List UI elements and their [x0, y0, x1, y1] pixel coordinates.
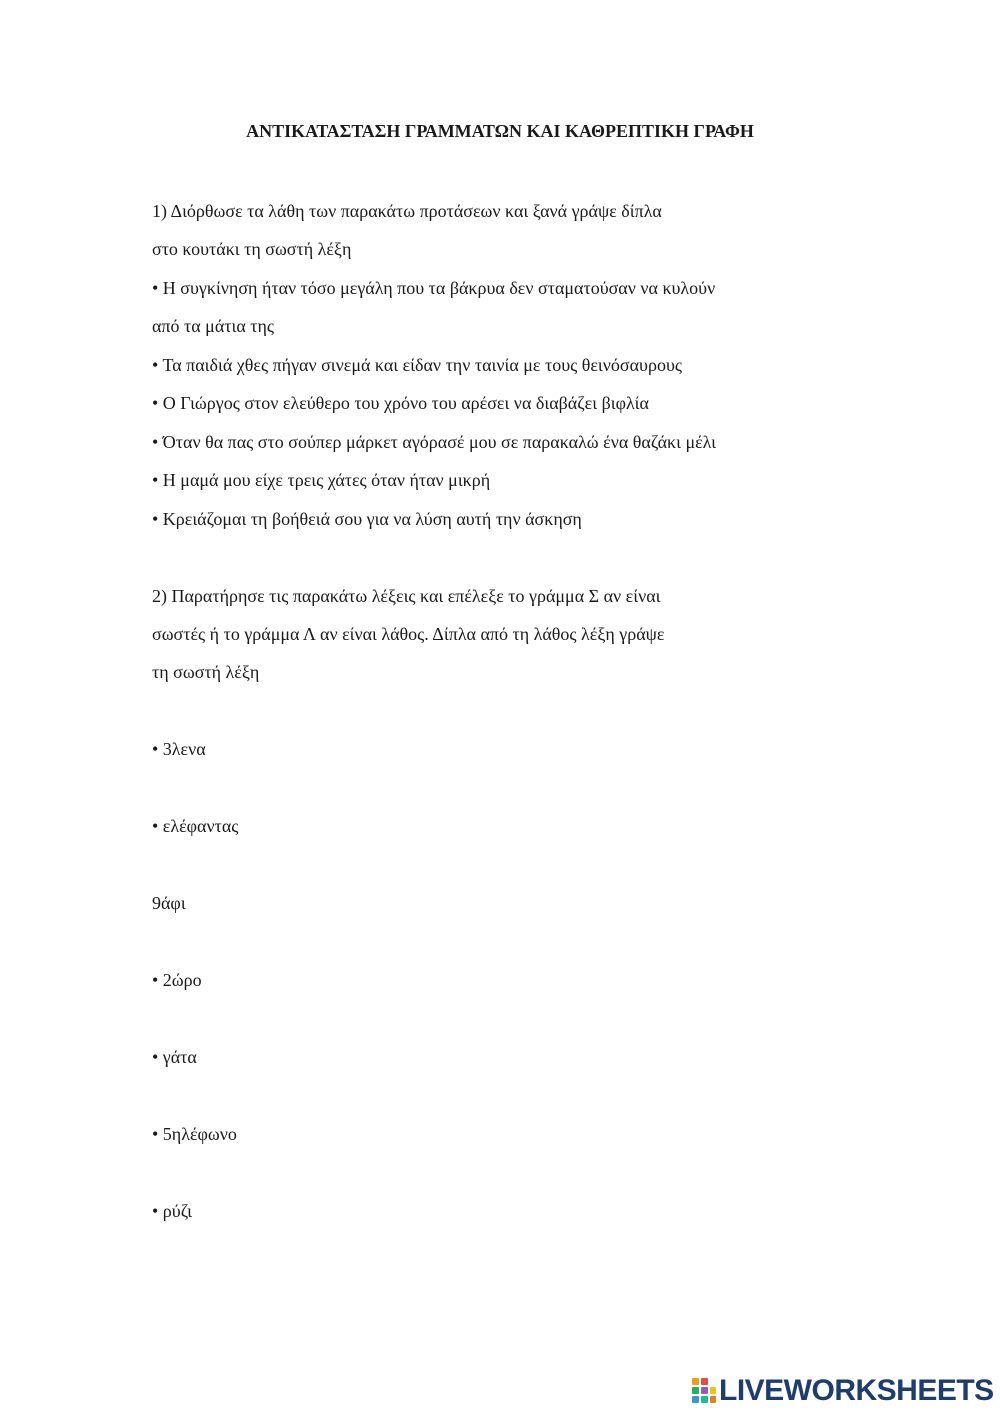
exercise1-item: • Τα παιδιά χθες πήγαν σινεμά και είδαν την ταινία με τους θεινόσαυρους [152, 355, 682, 375]
exercise2-instruction-line2: σωστές ή το γράμμα Λ αν είναι λάθος. Δίπλα από τη λάθος λέξη γράψε [152, 624, 665, 644]
liveworksheets-logo-icon [692, 1378, 716, 1404]
exercise1-instruction-line1: 1) Διόρθωσε τα λάθη των παρακάτω προτάσεων και ξανά γράψε δίπλα [152, 201, 662, 221]
exercise2-word: • 3λενα [152, 739, 206, 759]
exercise2-word: 9άφι [152, 893, 186, 913]
exercise2-word: • 2ώρο [152, 970, 202, 990]
exercise1-item: • Όταν θα πας στο σούπερ μάρκετ αγόρασέ μου σε παρακαλώ ένα θαζάκι μέλι [152, 432, 717, 452]
brand-name: LIVEWORKSHEETS [719, 1374, 994, 1407]
exercise2-word: • 5ηλέφωνο [152, 1124, 237, 1144]
exercise1-item: • Η μαμά μου είχε τρεις χάτες όταν ήταν μικρή [152, 470, 491, 490]
page-title: ΑΝΤΙΚΑΤΑΣΤΑΣΗ ΓΡΑΜΜΑΤΩΝ ΚΑΙ ΚΑΘΡΕΠΤΙΚΗ ΓΡΑΦΗ [246, 121, 754, 141]
exercise2-word: • ελέφαντας [152, 816, 239, 836]
exercise1-instruction-line2: στο κουτάκι τη σωστή λέξη [152, 239, 352, 259]
exercise2-word: • γάτα [152, 1047, 197, 1067]
exercise2-instruction-line3: τη σωστή λέξη [152, 662, 260, 682]
exercise2-word: • ρύζι [152, 1201, 192, 1221]
exercise1-item: • Κρειάζομαι τη βοήθειά σου για να λύση αυτή την άσκηση [152, 509, 582, 529]
exercise1-item: από τα μάτια της [152, 316, 275, 336]
liveworksheets-logo [692, 1376, 994, 1406]
exercise2-instruction-line1: 2) Παρατήρησε τις παρακάτω λέξεις και επέλεξε το γράμμα Σ αν είναι [152, 586, 661, 606]
exercise1-item: • Ο Γιώργος στον ελεύθερο του χρόνο του αρέσει να διαβάζει βιφλία [152, 393, 649, 413]
exercise1-item: • Η συγκίνηση ήταν τόσο μεγάλη που τα βάκρυα δεν σταματούσαν να κυλούν [152, 278, 716, 298]
